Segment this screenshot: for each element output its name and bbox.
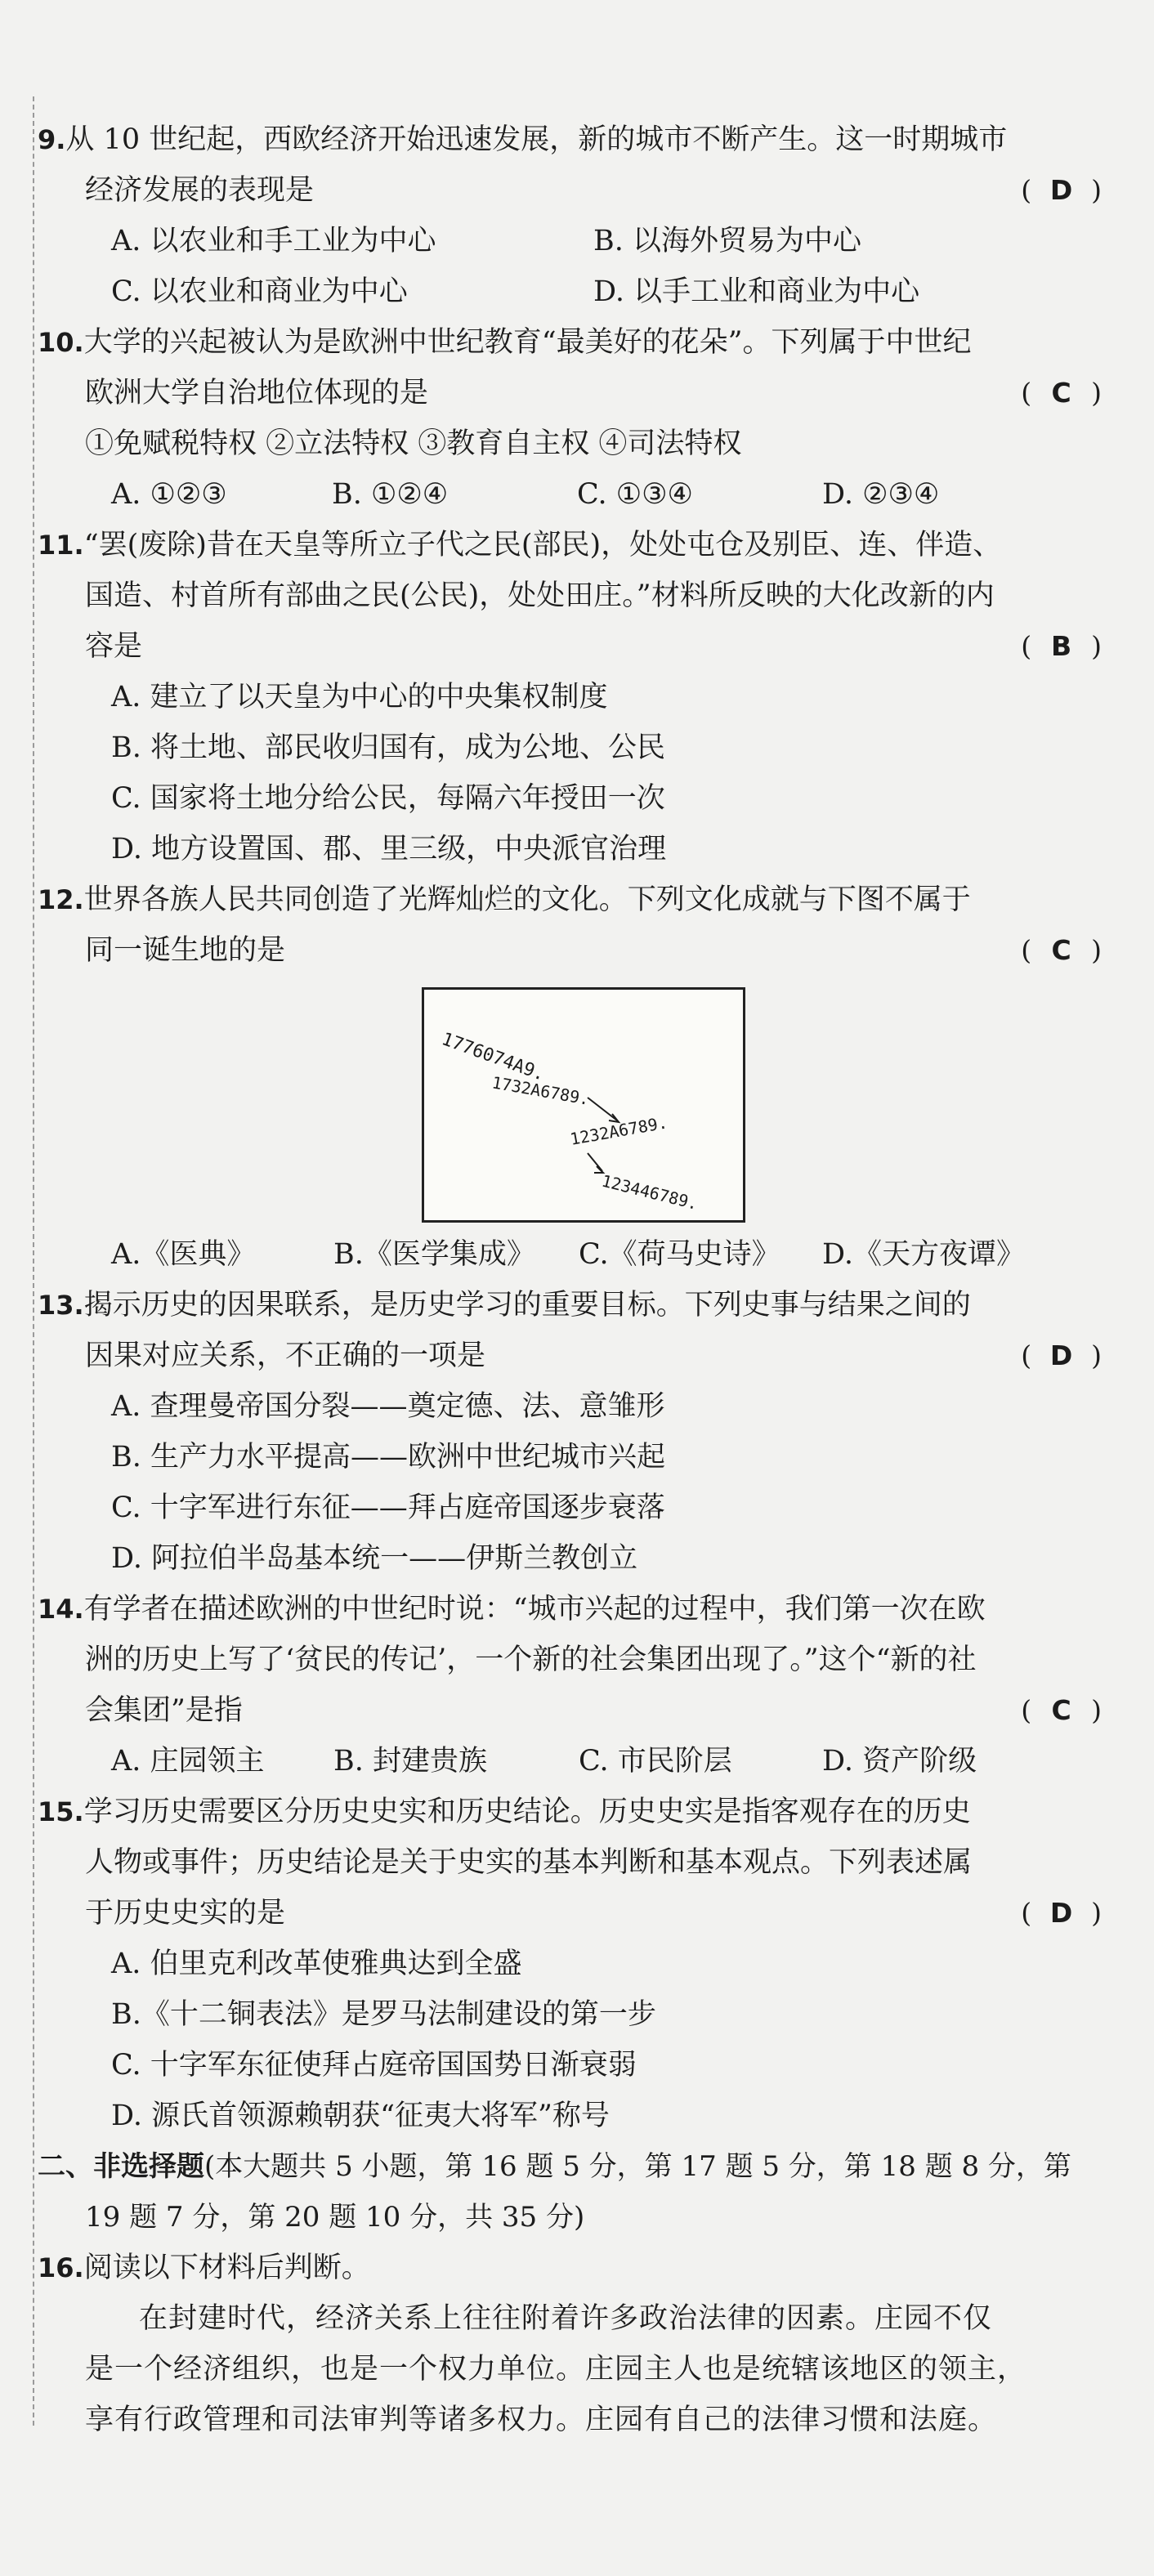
q9-options-cd bbox=[38, 266, 1113, 317]
option-d: D. 地方设置国、郡、里三级，中央派官治理 bbox=[111, 833, 667, 865]
q15-line2: 人物或事件；历史结论是关于史实的基本判断和基本观点。下列表述属 bbox=[85, 1846, 973, 1879]
q16-passage-line2: 是一个经济组织，也是一个权力单位。庄园主人也是统辖该地区的领主， bbox=[85, 2353, 1027, 2386]
numeral-row-1: 1776074A9. bbox=[438, 1029, 548, 1085]
option-d: D. 以手工业和商业为中心 bbox=[593, 275, 920, 308]
q16-line1: 16.阅读以下材料后判断。 bbox=[38, 2252, 370, 2284]
section2-title: 二、非选择题 bbox=[38, 2150, 204, 2183]
option-b: B.《医学集成》 bbox=[333, 1238, 535, 1271]
option-b: B. 以海外贸易为中心 bbox=[593, 225, 861, 257]
q10-options bbox=[38, 469, 1113, 520]
section2-desc-1: (本大题共 5 小题，第 16 题 5 分，第 17 题 5 分，第 18 题 8 分，第 bbox=[204, 2150, 1071, 2183]
option-a: A.《医典》 bbox=[111, 1238, 256, 1271]
option-a: A. ①②③ bbox=[111, 478, 227, 511]
option-a: A. 以农业和手工业为中心 bbox=[111, 225, 436, 257]
q9-options-ab bbox=[38, 216, 1113, 266]
option-d: D. 源氏首领源赖朝获“征夷大将军”称号 bbox=[111, 2100, 610, 2132]
section2-desc-2: 19 题 7 分，第 20 题 10 分，共 35 分) bbox=[85, 2201, 585, 2234]
q14-line2: 洲的历史上写了‘贫民的传记’，一个新的社会集团出现了。”这个“新的社 bbox=[85, 1644, 977, 1676]
option-c: C. 以农业和商业为中心 bbox=[111, 275, 408, 308]
option-d: D. 阿拉伯半岛基本统一——伊斯兰教创立 bbox=[111, 1542, 638, 1575]
option-a: A. 庄园领主 bbox=[111, 1745, 265, 1778]
q10-line1: 10.大学的兴起被认为是欧洲中世纪教育“最美好的花朵”。下列属于中世纪 bbox=[38, 326, 972, 359]
option-b: B.《十二铜表法》是罗马法制建设的第一步 bbox=[111, 1998, 656, 2031]
q11-line1: 11.“罢(废除)昔在天皇等所立子代之民(部民)，处处屯仓及别臣、连、伴造、 bbox=[38, 529, 1002, 561]
q12-options bbox=[38, 1229, 1113, 1280]
q9-answer: ( D ) bbox=[1021, 174, 1102, 206]
option-d: D.《天方夜谭》 bbox=[822, 1238, 1025, 1271]
q14-line1: 14.有学者在描述欧洲的中世纪时说：“城市兴起的过程中，我们第一次在欧 bbox=[38, 1593, 986, 1626]
q14-line3: 会集团”是指 ( C ) bbox=[38, 1685, 1113, 1736]
q10-line2: 欧洲大学自治地位体现的是 ( C ) bbox=[38, 368, 1113, 418]
option-b: B. 将土地、部民收归国有，成为公地、公民 bbox=[111, 731, 665, 764]
q13-line1: 13.揭示历史的因果联系，是历史学习的重要目标。下列史事与结果之间的 bbox=[38, 1289, 971, 1322]
q14-options bbox=[38, 1736, 1113, 1787]
q14-answer: ( C ) bbox=[1021, 1694, 1102, 1726]
q10-items: ①免赋税特权 ②立法特权 ③教育自主权 ④司法特权 bbox=[85, 427, 742, 460]
q11-answer: ( B ) bbox=[1021, 630, 1102, 662]
margin-dashed-line bbox=[33, 96, 34, 2426]
option-c: C.《荷马史诗》 bbox=[579, 1238, 781, 1271]
q13-answer: ( D ) bbox=[1021, 1339, 1102, 1371]
q12-answer: ( C ) bbox=[1021, 934, 1102, 966]
q15-answer: ( D ) bbox=[1021, 1897, 1102, 1929]
option-a: A. 建立了以天皇为中心的中央集权制度 bbox=[111, 681, 608, 713]
q13-line2: 因果对应关系，不正确的一项是 ( D ) bbox=[38, 1330, 1113, 1381]
section2-heading bbox=[38, 2141, 1113, 2192]
option-c: C. 市民阶层 bbox=[579, 1745, 732, 1778]
numeral-row-2: 1732A6789. bbox=[490, 1072, 591, 1109]
option-c: C. ①③④ bbox=[577, 478, 693, 511]
numeral-row-3: 1232A6789. bbox=[568, 1112, 669, 1149]
q9-line1: 9.从 10 世纪起，西欧经济开始迅速发展，新的城市不断产生。这一时期城市 bbox=[38, 123, 1008, 156]
q11-line3: 容是 ( B ) bbox=[38, 621, 1113, 672]
option-b: B. ①②④ bbox=[332, 478, 449, 511]
q12-figure-area bbox=[38, 976, 1113, 1229]
option-a: A. 伯里克利改革使雅典达到全盛 bbox=[111, 1948, 522, 1980]
arrow-line-2 bbox=[588, 1153, 602, 1171]
q10-answer: ( C ) bbox=[1021, 377, 1102, 409]
q15-line3: 于历史史实的是 ( D ) bbox=[38, 1888, 1113, 1939]
option-b: B. 封建贵族 bbox=[333, 1745, 487, 1778]
q15-line1: 15.学习历史需要区分历史史实和历史结论。历史史实是指客观存在的历史 bbox=[38, 1796, 971, 1828]
option-a: A. 查理曼帝国分裂——奠定德、法、意雏形 bbox=[111, 1390, 665, 1423]
option-b: B. 生产力水平提高——欧洲中世纪城市兴起 bbox=[111, 1441, 665, 1474]
numeral-row-4: 123446789. bbox=[599, 1170, 700, 1214]
numerals-handwriting-image bbox=[424, 990, 743, 1220]
question-list bbox=[38, 114, 1113, 2445]
option-d: D. ②③④ bbox=[822, 478, 940, 511]
arrow-line-1 bbox=[588, 1098, 617, 1120]
option-c: C. 国家将土地分给公民，每隔六年授田一次 bbox=[111, 782, 665, 815]
q16-passage-line1: 在封建时代，经济关系上往往附着许多政治法律的因素。庄园不仅 bbox=[139, 2302, 993, 2335]
option-c: C. 十字军进行东征——拜占庭帝国逐步衰落 bbox=[111, 1491, 665, 1524]
q12-line1: 12.世界各族人民共同创造了光辉灿烂的文化。下列文化成就与下图不属于 bbox=[38, 883, 971, 916]
q9-line2: 经济发展的表现是 ( D ) bbox=[38, 165, 1113, 216]
numerals-evolution-figure bbox=[422, 987, 745, 1223]
q16-passage-line3: 享有行政管理和司法审判等诸多权力。庄园有自己的法律习惯和法庭。 bbox=[85, 2404, 998, 2436]
option-c: C. 十字军东征使拜占庭帝国国势日渐衰弱 bbox=[111, 2049, 637, 2082]
option-d: D. 资产阶级 bbox=[822, 1745, 977, 1778]
q12-line2: 同一诞生地的是 ( C ) bbox=[38, 925, 1113, 976]
q11-line2: 国造、村首所有部曲之民(公民)，处处田庄。”材料所反映的大化改新的内 bbox=[85, 579, 995, 612]
